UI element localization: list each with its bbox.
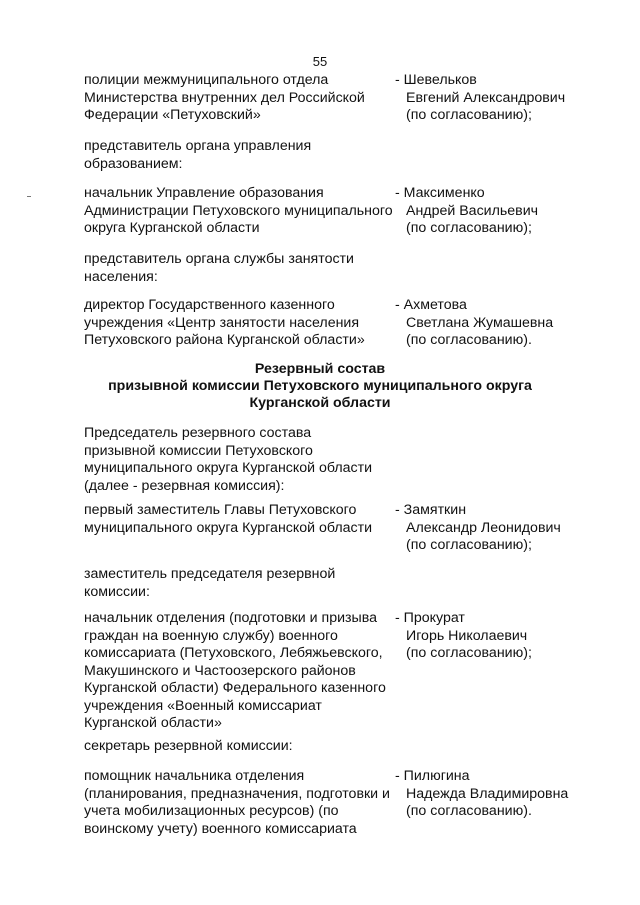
heading-line: призывной комиссии Петуховского муниципального округа: [108, 378, 532, 394]
person-name: Светлана Жумашевна: [406, 314, 554, 331]
role-employment-representative: [84, 251, 394, 286]
position-line: начальник Управление образования: [84, 185, 324, 201]
section-heading: [80, 361, 560, 412]
position-line: граждан на военную службу) военного: [84, 627, 338, 644]
role-reserve-secretary: [84, 738, 394, 756]
page-number: 55: [312, 54, 328, 69]
position-line: начальник отделения (подготовки и призыва: [84, 610, 378, 626]
person-note: (по согласованию);: [406, 220, 532, 236]
role-line: населения:: [84, 268, 158, 285]
position-line: Администрации Петуховского муниципального: [84, 202, 393, 219]
person-name: Надежда Владимировна: [406, 785, 569, 802]
person-name: - Максименко: [395, 185, 485, 201]
role-line: муниципального округа Курганской области: [84, 460, 373, 476]
position-line: Курганской области»: [84, 715, 222, 731]
person-name: - Шевельков: [395, 72, 477, 88]
person-akhmetova: [395, 297, 585, 350]
person-name: Александр Леонидович: [406, 519, 561, 536]
position-line: Министерства внутренних дел Российской: [84, 89, 365, 106]
person-name: - Замяткин: [395, 502, 467, 518]
person-name: Андрей Васильевич: [406, 202, 539, 219]
position-assistant-head: [84, 768, 394, 838]
person-name: - Прокурат: [395, 610, 465, 626]
role-line: комиссии:: [84, 583, 150, 600]
role-reserve-chairman: [84, 425, 394, 495]
position-line: директор Государственного казенного: [84, 297, 335, 313]
person-name: - Ахметова: [395, 297, 467, 313]
position-line: Федерации «Петуховский»: [84, 107, 261, 123]
person-name: - Пилюгина: [395, 768, 470, 784]
person-note: (по согласованию);: [406, 107, 532, 123]
person-shevelkov: [395, 72, 585, 125]
person-maksimenko: [395, 185, 585, 238]
position-line: округа Курганской области: [84, 220, 260, 236]
role-line: (далее - резервная комиссия):: [84, 477, 285, 494]
position-line: первый заместитель Главы Петуховского: [84, 502, 357, 518]
margin-mark: [27, 196, 31, 197]
position-line: учреждения «Военный комиссариат: [84, 697, 322, 714]
role-education-representative: [84, 138, 394, 173]
role-line: представитель органа управления: [84, 138, 312, 154]
role-line: образованием:: [84, 155, 183, 172]
role-line: призывной комиссии Петуховского: [84, 442, 313, 459]
heading-line: Курганской области: [249, 395, 391, 411]
position-line: воинскому учету) военного комиссариата: [84, 820, 357, 837]
position-line: учреждения «Центр занятости населения: [84, 314, 360, 331]
role-line: Председатель резервного состава: [84, 425, 312, 441]
position-first-deputy-head: [84, 502, 394, 537]
position-employment-director: [84, 297, 394, 350]
position-line: Макушинского и Частоозерского районов: [84, 662, 356, 679]
position-line: комиссариата (Петуховского, Лебяжьевского,: [84, 645, 383, 661]
position-line: Петуховского района Курганской области»: [84, 332, 365, 348]
heading-line: Резервный состав: [254, 361, 386, 377]
person-note: (по согласованию).: [406, 332, 532, 348]
position-police: [84, 72, 394, 125]
person-prokurat: [395, 610, 585, 663]
position-line: полиции межмуниципального отдела: [84, 72, 329, 88]
position-line: муниципального округа Курганской области: [84, 519, 373, 536]
position-line: Курганской области) Федерального казенного: [84, 680, 386, 696]
role-line: заместитель председателя резервной: [84, 566, 336, 582]
person-name: Евгений Александрович: [406, 89, 566, 106]
position-education-head: [84, 185, 394, 238]
position-conscription-head: [84, 610, 394, 733]
person-note: (по согласованию).: [406, 803, 532, 819]
role-line: представитель органа службы занятости: [84, 251, 354, 267]
role-line: секретарь резервной комиссии:: [84, 738, 293, 754]
person-pilyugina: [395, 768, 585, 821]
position-line: (планирования, предназначения, подготовки и: [84, 785, 390, 802]
person-note: (по согласованию);: [406, 645, 532, 661]
role-reserve-deputy-chairman: [84, 566, 394, 601]
position-line: помощник начальника отделения: [84, 768, 305, 784]
person-zamyatkin: [395, 502, 585, 555]
person-name: Игорь Николаевич: [406, 627, 528, 644]
position-line: учета мобилизационных ресурсов) (по: [84, 803, 339, 819]
person-note: (по согласованию);: [406, 537, 532, 553]
